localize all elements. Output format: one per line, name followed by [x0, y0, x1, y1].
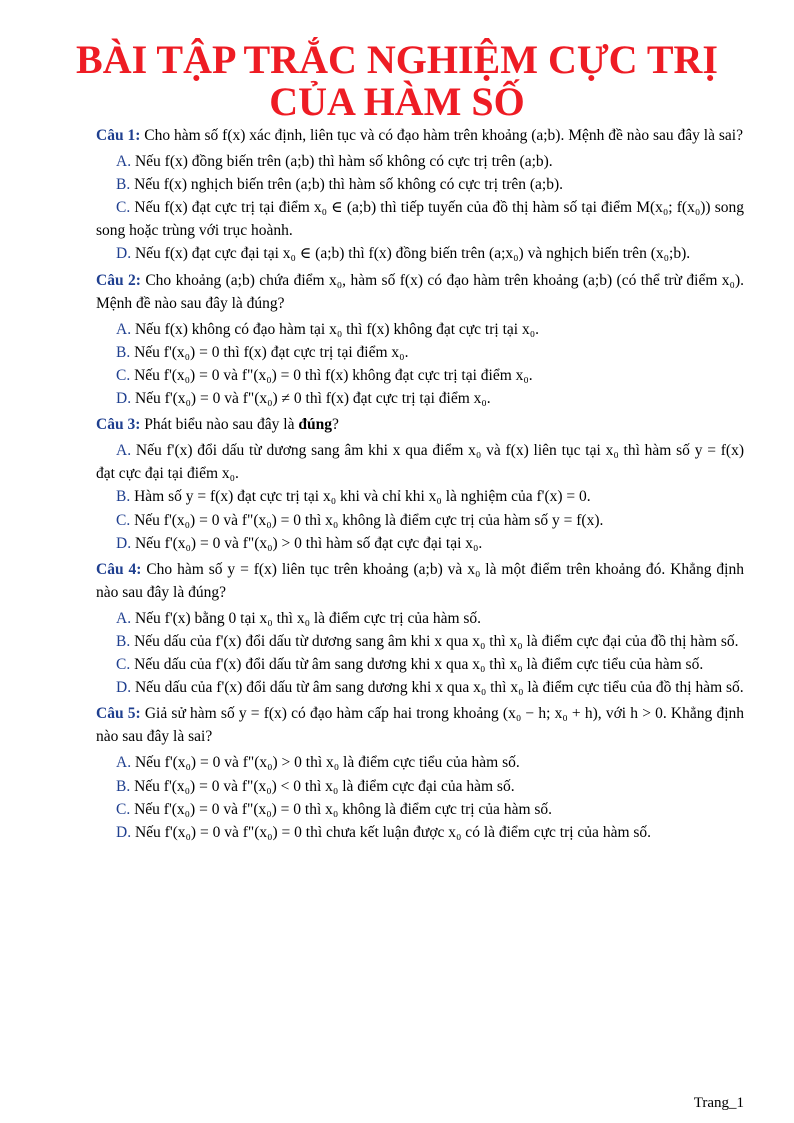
- question-3: [96, 413, 744, 555]
- option-label: D.: [116, 245, 132, 263]
- option-text: Nếu f'(x₀) = 0 và f"(x₀) = 0 thì x₀ không là điểm cực trị của hàm số.: [134, 800, 553, 818]
- option-text: Nếu dấu của f'(x) đổi dấu từ âm sang dương khi x qua x₀ thì x₀ là điểm cực tiểu của đồ thị hàm số.: [134, 679, 744, 697]
- option-label: D.: [116, 390, 132, 408]
- page-title-line-1: BÀI TẬP TRẮC NGHIỆM CỰC TRỊ: [76, 37, 718, 82]
- option-label: D.: [116, 534, 132, 552]
- option-text: Nếu f'(x) bằng 0 tại x₀ thì x₀ là điểm cực trị của hàm số.: [134, 609, 482, 627]
- question-5: [96, 702, 744, 844]
- question-label: Câu 2:: [96, 271, 141, 289]
- option-text: Nếu f'(x₀) = 0 và f"(x₀) ≠ 0 thì f(x) đạt cực trị tại điểm x₀.: [134, 390, 491, 408]
- option-label: A.: [116, 754, 132, 772]
- option-text: Nếu f'(x₀) = 0 và f"(x₀) < 0 thì x₀ là điểm cực đại của hàm số.: [134, 777, 515, 795]
- page-number: Trang_1: [693, 1095, 744, 1111]
- option-label: B.: [116, 343, 131, 361]
- option-text: Nếu f'(x₀) = 0 và f"(x₀) = 0 thì f(x) không đạt cực trị tại điểm x₀.: [134, 366, 533, 384]
- option-text: Nếu f'(x₀) = 0 và f"(x₀) > 0 thì hàm số đạt cực đại tại x₀.: [134, 534, 483, 552]
- option-text: Nếu dấu của f'(x) đổi dấu từ dương sang âm khi x qua x₀ thì x₀ là điểm cực đại của đồ thị hàm số.: [134, 632, 739, 650]
- option-text: Nếu f(x) nghịch biến trên (a;b) thì hàm số không có cực trị trên (a;b).: [134, 176, 564, 194]
- question-label: Câu 4:: [96, 560, 142, 578]
- option-text: Nếu dấu của f'(x) đổi dấu từ âm sang dương khi x qua x₀ thì x₀ là điểm cực tiểu của hàm số.: [134, 656, 704, 674]
- option-label: A.: [116, 320, 132, 338]
- option-text: Nếu f(x) không có đạo hàm tại x₀ thì f(x) không đạt cực trị tại x₀.: [134, 320, 539, 338]
- option-text: Nếu f(x) đạt cực đại tại x₀ ∈ (a;b) thì f(x) đồng biến trên (a;x₀) và nghịch biến trên (x₀;b).: [134, 245, 691, 263]
- question-text: Giả sử hàm số y = f(x) có đạo hàm cấp hai trong khoảng (x₀ − h; x₀ + h), với h > 0. Khẳng định nào sau đây là sai?: [96, 705, 744, 746]
- option-text: Nếu f'(x₀) = 0 và f"(x₀) = 0 thì chưa kết luận được x₀ có là điểm cực trị của hàm số.: [134, 823, 652, 841]
- question-2: [96, 269, 744, 411]
- question-1: [96, 124, 744, 266]
- option-label: B.: [116, 632, 131, 650]
- option-label: B.: [116, 777, 131, 795]
- question-label: Câu 1:: [96, 127, 141, 144]
- option-text: Nếu f'(x₀) = 0 thì f(x) đạt cực trị tại điểm x₀.: [134, 343, 409, 361]
- question-text: Cho hàm số f(x) xác định, liên tục và có đạo hàm trên khoảng (a;b). Mệnh đề nào sau đây là sai?: [144, 127, 743, 144]
- option-text: Nếu f(x) đạt cực trị tại điểm x₀ ∈ (a;b) thì tiếp tuyến của đồ thị hàm số tại điểm M(x₀; f(x₀)) song song hoặc trùng với trục hoành.: [96, 199, 745, 240]
- option-label: A.: [116, 609, 132, 627]
- question-4: [96, 558, 744, 700]
- option-label: D.: [116, 823, 132, 841]
- option-label: B.: [116, 176, 131, 194]
- option-text: Nếu f'(x₀) = 0 và f"(x₀) > 0 thì x₀ là điểm cực tiểu của hàm số.: [134, 754, 520, 772]
- option-label: A.: [116, 442, 132, 460]
- question-emphasis: đúng: [298, 416, 332, 434]
- option-label: C.: [116, 800, 131, 818]
- option-label: C.: [116, 511, 131, 529]
- question-text-end: ?: [331, 416, 339, 434]
- question-label: Câu 3:: [96, 416, 141, 434]
- option-label: C.: [116, 199, 131, 217]
- option-text: Hàm số y = f(x) đạt cực trị tại x₀ khi và chỉ khi x₀ là nghiệm của f'(x) = 0.: [134, 488, 591, 506]
- option-label: D.: [116, 679, 132, 697]
- question-text: Cho hàm số y = f(x) liên tục trên khoảng (a;b) và x₀ là một điểm trên khoảng đó. Khẳng định nào sau đây là đúng?: [96, 560, 744, 601]
- option-label: A.: [116, 153, 132, 171]
- option-text: Nếu f'(x) đổi dấu từ dương sang âm khi x qua điểm x₀ và f(x) liên tục tại x₀ thì hàm số y = f(x) đạt cực đại tại điểm x₀.: [96, 442, 744, 483]
- page-title-line-2: CỦA HÀM SỐ: [269, 79, 525, 124]
- question-list: [96, 124, 744, 844]
- option-text: Nếu f(x) đồng biến trên (a;b) thì hàm số không có cực trị trên (a;b).: [134, 153, 553, 171]
- option-text: Nếu f'(x₀) = 0 và f"(x₀) = 0 thì x₀ không là điểm cực trị của hàm số y = f(x).: [134, 511, 604, 529]
- option-label: B.: [116, 488, 131, 506]
- option-label: C.: [116, 656, 131, 674]
- question-text: Cho khoảng (a;b) chứa điểm x₀, hàm số f(x) có đạo hàm trên khoảng (a;b) (có thể trừ điểm x₀). Mệnh đề nào sau đây là đúng?: [96, 271, 744, 312]
- question-label: Câu 5:: [96, 705, 141, 723]
- option-label: C.: [116, 366, 131, 384]
- question-text: Phát biểu nào sau đây là: [144, 416, 295, 434]
